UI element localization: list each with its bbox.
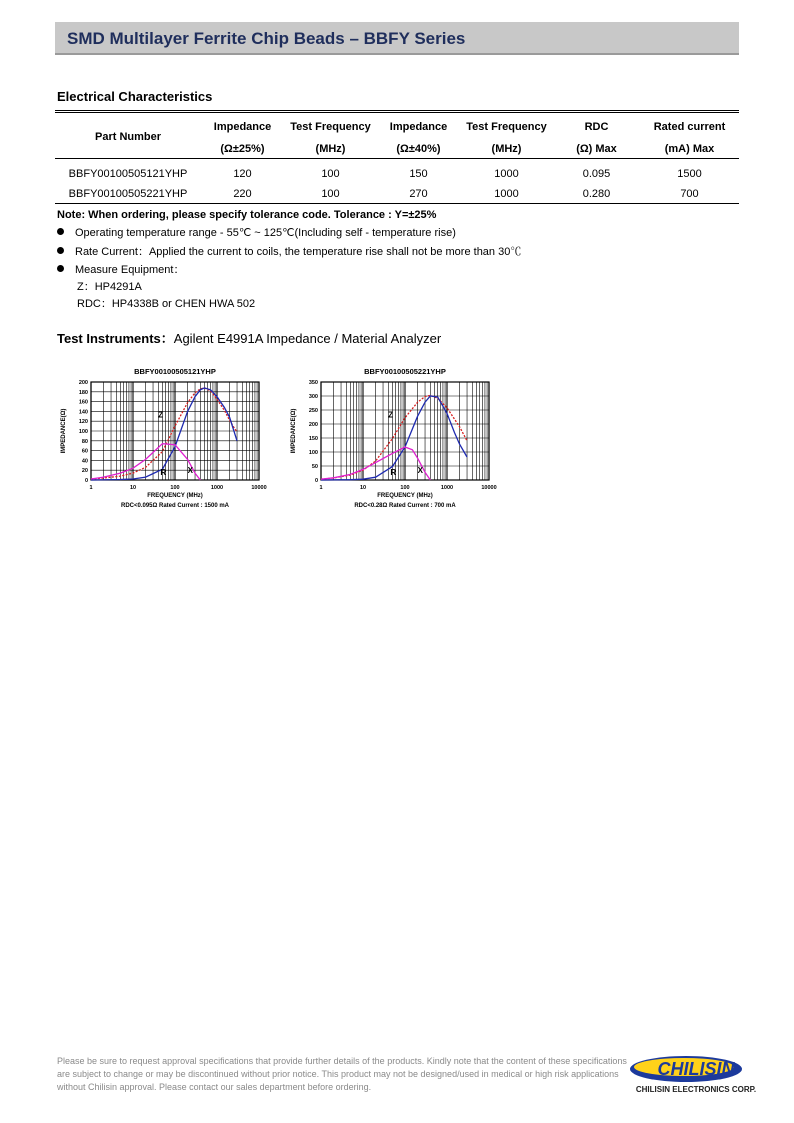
equipment-z: Z：HP4291A xyxy=(77,281,142,293)
cell-rdc: 0.095 xyxy=(582,167,611,180)
header-test-frequency-unit-2: (MHz) xyxy=(491,143,522,155)
table-row xyxy=(55,184,739,204)
bullet-dot-icon xyxy=(57,228,64,235)
impedance-chart-221 xyxy=(285,362,510,522)
x-tick-label: 10000 xyxy=(251,485,267,491)
y-tick-label: 180 xyxy=(78,389,88,396)
y-tick-label: 160 xyxy=(78,399,88,406)
curve-label-x: X xyxy=(417,466,423,476)
header-part-number: Part Number xyxy=(94,130,162,143)
table-bottom-rule xyxy=(55,203,739,204)
x-axis-label: FREQUENCY (MHz) xyxy=(377,493,433,499)
bullet-dot-icon xyxy=(57,265,64,272)
cell-test-frequency: 100 xyxy=(321,188,340,200)
y-tick-label: 20 xyxy=(81,468,88,475)
y-tick-label: 250 xyxy=(308,408,318,414)
y-tick-label: 350 xyxy=(308,380,318,386)
y-tick-label: 140 xyxy=(78,409,88,416)
y-tick-label: 80 xyxy=(81,438,88,445)
header-impedance-unit-2: (Ω±40%) xyxy=(396,143,441,155)
x-tick-label: 1000 xyxy=(440,485,454,491)
table-header-rule xyxy=(55,158,739,159)
chilisin-logo xyxy=(626,1048,766,1098)
y-tick-label: 0 xyxy=(84,478,88,484)
y-tick-label: 120 xyxy=(78,419,88,426)
header-test-frequency-2: Test Frequency xyxy=(466,121,547,133)
x-tick-label: 10 xyxy=(129,485,137,491)
header-impedance: Impedance xyxy=(213,121,272,133)
y-tick-label: 300 xyxy=(308,394,318,400)
y-tick-label: 150 xyxy=(308,436,318,442)
x-axis-label: FREQUENCY (MHz) xyxy=(147,493,203,499)
header-rated-current-unit: (mA) Max xyxy=(664,143,715,155)
test-instruments-label: Test Instruments： xyxy=(57,331,174,346)
header-impedance-unit: (Ω±25%) xyxy=(220,143,265,155)
y-tick-label: 50 xyxy=(311,464,318,470)
header-rdc: RDC xyxy=(584,121,609,133)
header-impedance-2: Impedance xyxy=(389,121,448,133)
bullet-text: Operating temperature range - 55℃ ~ 125℃(Including self - temperature rise) xyxy=(75,227,456,239)
header-test-frequency-unit: (MHz) xyxy=(315,143,346,155)
electrical-characteristics-table xyxy=(55,110,739,204)
section-title: Electrical Characteristics xyxy=(57,89,213,104)
cell-test-frequency-2: 1000 xyxy=(494,167,519,180)
cell-rdc: 0.280 xyxy=(582,188,611,200)
cell-rated-current: 1500 xyxy=(677,167,702,180)
y-tick-label: 0 xyxy=(314,478,318,484)
cell-impedance-2: 270 xyxy=(409,188,428,200)
x-tick-label: 1000 xyxy=(210,485,224,491)
y-tick-label: 200 xyxy=(308,422,318,428)
bullet-text: Rate Current：Applied the current to coils, the temperature rise shall not be more than 30℃ xyxy=(75,246,522,258)
bullet-item xyxy=(57,261,184,277)
y-tick-label: 200 xyxy=(78,380,88,386)
cell-impedance: 220 xyxy=(233,188,252,200)
bullet-item xyxy=(57,226,456,239)
y-tick-label: 60 xyxy=(81,448,88,455)
logo-wordmark: CHILISIN xyxy=(657,1059,735,1079)
cell-part-number: BBFY00100505221YHP xyxy=(68,188,188,200)
header-rdc-unit: (Ω) Max xyxy=(576,143,617,155)
x-tick-label: 10000 xyxy=(481,485,497,491)
y-tick-label: 100 xyxy=(78,429,88,435)
header-rated-current: Rated current xyxy=(653,121,726,133)
x-tick-label: 1 xyxy=(319,485,323,491)
bullet-text: Measure Equipment： xyxy=(75,264,185,276)
impedance-chart-121 xyxy=(55,362,280,522)
x-tick-label: 100 xyxy=(400,485,410,491)
bullet-item xyxy=(57,243,521,259)
x-tick-label: 10 xyxy=(359,485,367,491)
cell-impedance-2: 150 xyxy=(409,167,428,180)
curve-label-r: R xyxy=(390,468,397,478)
cell-test-frequency-2: 1000 xyxy=(494,188,519,200)
ordering-note: Note: When ordering, please specify tolerance code. Tolerance : Y=±25% xyxy=(57,209,437,221)
curve-label-r: R xyxy=(160,468,167,478)
cell-impedance: 120 xyxy=(233,167,252,180)
bullet-dot-icon xyxy=(57,247,64,254)
cell-part-number: BBFY00100505121YHP xyxy=(68,167,188,180)
cell-rated-current: 700 xyxy=(680,188,699,200)
cell-test-frequency: 100 xyxy=(321,167,340,180)
table-row xyxy=(55,160,739,184)
chart-caption: RDC<0.28Ω Rated Current : 700 mA xyxy=(354,503,456,509)
x-tick-label: 1 xyxy=(89,485,93,491)
header-test-frequency: Test Frequency xyxy=(290,121,371,133)
test-instruments-value: Agilent E4991A Impedance / Material Analyzer xyxy=(173,331,442,346)
chart-title: BBFY00100505221YHP xyxy=(364,367,446,376)
chart-title: BBFY00100505121YHP xyxy=(134,367,216,376)
curve-label-z: Z xyxy=(158,410,164,420)
y-axis-label: IMPEDANCE(Ω) xyxy=(291,408,297,454)
logo-subtext: CHILISIN ELECTRONICS CORP. xyxy=(635,1085,757,1094)
test-instruments xyxy=(57,328,441,347)
disclaimer-footer: Please be sure to request approval specifications that provide further details of the products. Kindly note that the content of these specifications are subject to change or may be discontinued without prior notice. This product may not be designed/used in medical or high risk applications without Chilisin approval. Please contact our sales department before ordering. xyxy=(57,1056,627,1092)
chart-caption: RDC<0.095Ω Rated Current : 1500 mA xyxy=(120,503,230,509)
page-title: SMD Multilayer Ferrite Chip Beads – BBFY Series xyxy=(67,29,466,48)
x-tick-label: 100 xyxy=(170,485,180,491)
y-tick-label: 40 xyxy=(81,458,88,465)
curve-label-z: Z xyxy=(388,410,394,420)
header-bar xyxy=(55,22,739,55)
y-axis-label: IMPEDANCE(Ω) xyxy=(61,408,67,454)
equipment-rdc: RDC：HP4338B or CHEN HWA 502 xyxy=(77,298,256,310)
y-tick-label: 100 xyxy=(308,450,318,456)
curve-label-x: X xyxy=(187,466,193,476)
